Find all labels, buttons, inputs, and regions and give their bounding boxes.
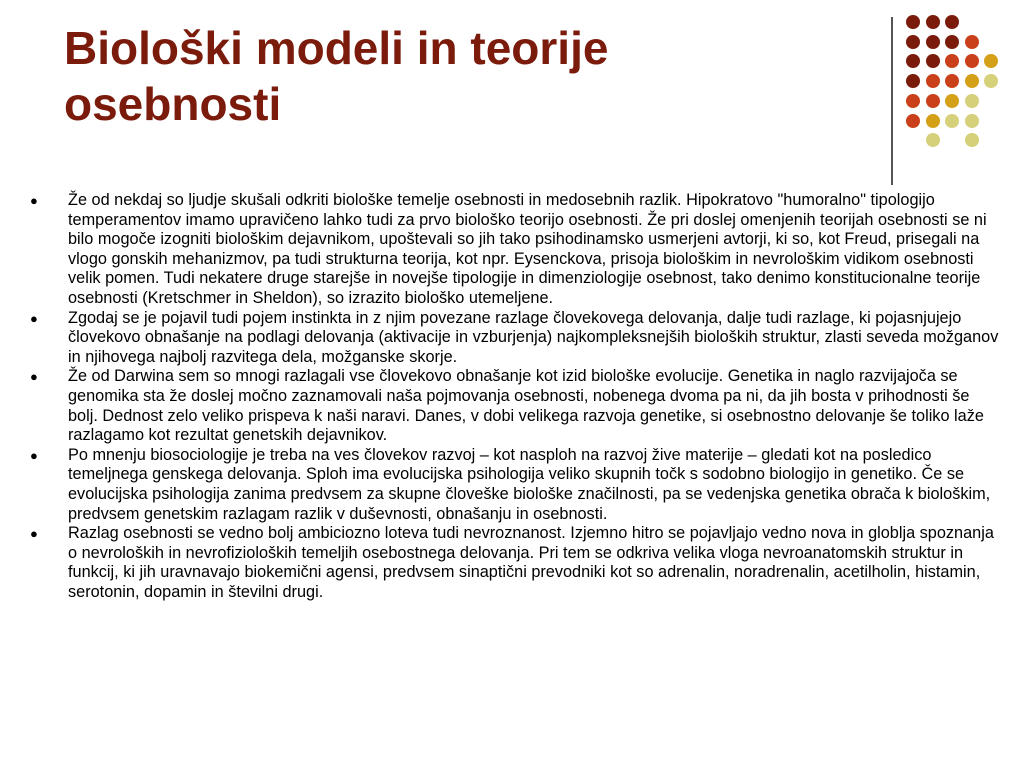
title-divider-line xyxy=(891,17,893,185)
decorative-dot xyxy=(984,54,998,68)
bullet-dot-icon: ● xyxy=(30,369,38,385)
bullet-item xyxy=(28,367,1000,445)
decorative-dot xyxy=(945,35,959,49)
decorative-dot xyxy=(926,35,940,49)
decorative-dot xyxy=(906,35,920,49)
title-line-1: Biološki modeli in teorije xyxy=(64,22,609,74)
bullet-item xyxy=(28,309,1000,368)
bullet-text: Zgodaj se je pojavil tudi pojem instinkta in z njim povezane razlage človekovega delovanja, dalje tudi razlage, ki pojasnjujejo človekovo obnašanje na podlagi delovanja (aktivacije in vzburjenja) najkompleksnejših bioloških struktur, zlasti seveda možganov in njihovega najbolj razvitega dela, možganske skorje. xyxy=(68,308,999,366)
bullet-dot-icon: ● xyxy=(30,447,38,463)
decorative-dot xyxy=(945,94,959,108)
bullet-list xyxy=(28,191,1000,602)
decorative-dot xyxy=(984,74,998,88)
bullet-text: Razlag osebnosti se vedno bolj ambiciozno loteva tudi nevroznanost. Izjemno hitro se pojavljajo vedno nova in globlja spoznanja o nevroloških in nevrofizioloških temeljih osebostnega delovanja. Pri tem se odkriva velika vloga nevroanatomskih struktur in funkcij, ki jih uravnavajo biokemični agensi, predvsem sinaptični prevodniki kot so adrenalin, noradrenalin, acetilholin, histamin, serotonin, dopamin in številni drugi. xyxy=(68,524,994,601)
bullet-dot-icon: ● xyxy=(30,193,38,208)
bullet-dot-icon: ● xyxy=(30,526,38,542)
decorative-dot xyxy=(965,74,979,88)
decorative-dot xyxy=(926,133,940,147)
bullet-text: Po mnenju biosociologije je treba na ves človekov razvoj – kot nasploh na razvoj žive materije – gledati kot na posledico temeljnega genskega delovanja. Sploh ima evolucijska psihologija veliko skupnih točk s sodobno biologijo in genetiko. Če se evolucijska psihologija zanima predvsem za skupne človeške biološke značilnosti, pa se vedenjska genetika obrača k biološkim, predvsem genetskim razlagam razlik v duševnosti, obnašanju in osebnosti. xyxy=(68,445,991,523)
decorative-dot xyxy=(926,15,940,29)
decorative-dot xyxy=(965,133,979,147)
slide-title xyxy=(64,20,864,132)
bullet-text: Že od nekdaj so ljudje skušali odkriti biološke temelje osebnosti in medosebnih razlik. Hipokratovo "humoralno" tipologijo temperamentov imamo upravičeno lahko tudi za prvo biološko teorijo osebnosti. Že pri doslej omenjenih teorijah osebnosti se ni bilo mogoče izogniti biološkim dejavnikom, upoštevali so jih tako psihodinamsko usmerjeni avtorji, ki so, kot Freud, prisegali na vlogo gonskih mehanizmov, pa tudi strukturna teorija, kot npr. Eysenckova, prisoja biološkim in nevrološkim vidikom osebnosti velik pomen. Tudi nekatere druge starejše in novejše tipologije in dimenziologije osebnost, tako denimo konstitucionalne teorije osebnosti (Kretschmer in Sheldon), so izrazito biološko utemeljene. xyxy=(68,191,987,307)
decorative-dot xyxy=(906,54,920,68)
decorative-dot xyxy=(906,114,920,128)
decorative-dot xyxy=(926,54,940,68)
title-line-2: osebnosti xyxy=(64,78,282,130)
decorative-dot xyxy=(945,114,959,128)
decorative-dot xyxy=(945,74,959,88)
decorative-dot xyxy=(906,74,920,88)
bullet-item xyxy=(28,446,1000,524)
decorative-dot xyxy=(965,35,979,49)
decorative-dot xyxy=(945,54,959,68)
decorative-dot xyxy=(965,54,979,68)
bullet-text: Že od Darwina sem so mnogi razlagali vse človekovo obnašanje kot izid biološke evolucije. Genetika in naglo razvijajoča se genomika sta že doslej močno zaznamovali naša pojmovanja osebnosti, nobenega dvoma pa ni, da jih bosta v prihodnosti še bolj. Dednost zelo veliko prispeva k naši naravi. Danes, v dobi velikega razvoja genetike, si osebnostno delovanje še toliko laže razlagamo kot rezultat genetskih dejavnikov. xyxy=(68,367,984,445)
decorative-dot xyxy=(926,114,940,128)
decorative-dot xyxy=(926,74,940,88)
decorative-dot xyxy=(945,15,959,29)
decorative-dot xyxy=(906,94,920,108)
decorative-dot-grid xyxy=(904,12,1024,172)
bullet-dot-icon: ● xyxy=(30,310,38,326)
decorative-dot xyxy=(965,94,979,108)
decorative-dot xyxy=(965,114,979,128)
decorative-dot xyxy=(906,15,920,29)
bullet-item xyxy=(28,191,1000,309)
bullet-item xyxy=(28,524,1000,602)
decorative-dot xyxy=(926,94,940,108)
